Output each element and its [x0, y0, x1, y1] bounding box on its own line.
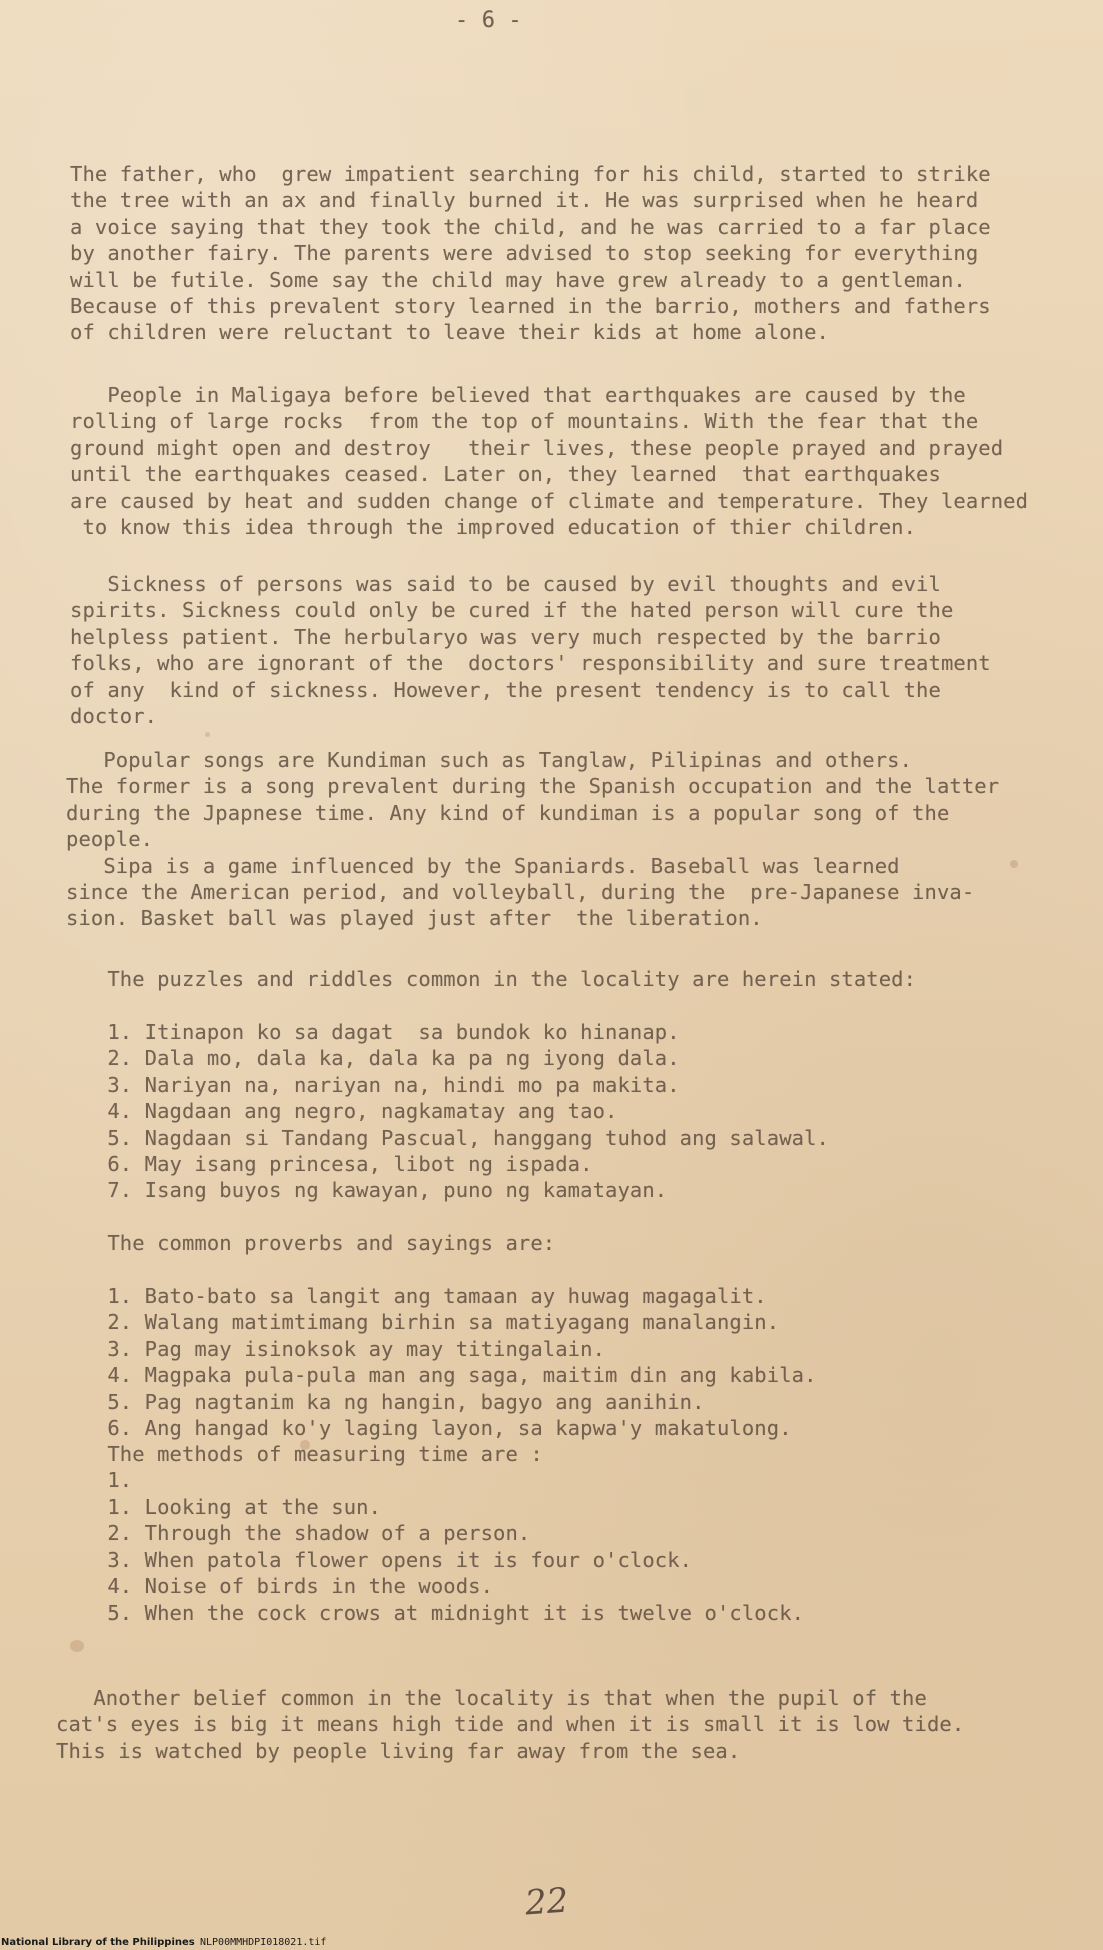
paper-stain: [70, 1640, 84, 1652]
page-number: - 6 -: [455, 8, 522, 33]
scan-footer: [0, 1936, 1103, 1950]
paragraph-songs-games: Popular songs are Kundiman such as Tanglaw, Pilipinas and others. The former is a song prevalent during the Spanish occupation and the latter during the Jpapnese time. Any kind of kundiman is a popular song of the people. Sipa is a game influenced by the Spaniards. Baseball was learned since the American period, and volleyball, during the pre-Japanese inva- sion. Basket ball was played just after the liberation.: [66, 748, 1000, 931]
paragraph-father-story: The father, who grew impatient searching for his child, started to strike the tree with an ax and finally burned it. He was surprised when he heard a voice saying that they took the child, and he was carried to a far place by another fairy. The parents were advised to stop seeking for everything will be futile. Some say the child may have grew already to a gentleman. Because of this prevalent story learned in the barrio, mothers and fathers of children were reluctant to leave their kids at home alone.: [70, 162, 991, 345]
paragraph-earthquakes: People in Maligaya before believed that earthquakes are caused by the rolling of large rocks from the top of mountains. With the fear that the ground might open and destroy their lives, these people prayed and prayed until the earthquakes ceased. Later on, they learned that earthquakes are caused by heat and sudden change of climate and temperature. They learned to know this idea through the improved education of thier children.: [70, 383, 1029, 540]
paper-stain: [1010, 860, 1018, 868]
time-methods-list: 1. Looking at the sun. 2. Through the shadow of a person. 3. When patola flower opens it is four o'clock. 4. Noise of birds in the woods. 5. When the cock crows at midnight it is twelve o'clock.: [107, 1495, 805, 1625]
paper-stain: [205, 732, 210, 737]
paragraph-sickness: Sickness of persons was said to be caused by evil thoughts and evil spirits. Sickness could only be cured if the hated person will cure the helpless patient. The herbularyo was very much respected by the barrio folks, who are ignorant of the doctors' responsibility and sure treatment of any kind of sickness. However, the present tendency is to call the doctor.: [70, 572, 991, 729]
riddles-list: 1. Itinapon ko sa dagat sa bundok ko hinanap. 2. Dala mo, dala ka, dala ka pa ng iyong dala. 3. Nariyan na, nariyan na, hindi mo pa makita. 4. Nagdaan ang negro, nagkamatay ang tao. 5. Nagdaan si Tandang Pascual, hanggang tuhod ang salawal. 6. May isang princesa, libot ng ispada. 7. Isang buyos ng kawayan, puno ng kamatayan.: [107, 1020, 829, 1203]
riddles-intro: The puzzles and riddles common in the locality are herein stated:: [70, 967, 917, 991]
handwritten-page-number: 22: [523, 1880, 570, 1924]
proverbs-list: 1. Bato-bato sa langit ang tamaan ay huwag magagalit. 2. Walang matimtimang birhin sa matiyagang manalangin. 3. Pag may isinoksok ay may titingalain. 4. Magpaka pula-pula man ang saga, maitim din ang kabila. 5. Pag nagtanim ka ng hangin, bagyo ang aanihin. 6. Ang hangad ko'y laging layon, sa kapwa'y makatulong.: [107, 1284, 817, 1441]
footer-library-name: National Library of the Philippines: [1, 1937, 195, 1948]
footer-file-id: NLP00MMHDPI018021.tif: [200, 1937, 327, 1948]
proverbs-intro: The common proverbs and sayings are:: [70, 1231, 556, 1255]
time-methods-intro: The methods of measuring time are : 1.: [107, 1442, 543, 1493]
paragraph-cat-eyes: Another belief common in the locality is that when the pupil of the cat's eyes is big it means high tide and when it is small it is low tide. This is watched by people living far away from the sea.: [56, 1686, 965, 1763]
